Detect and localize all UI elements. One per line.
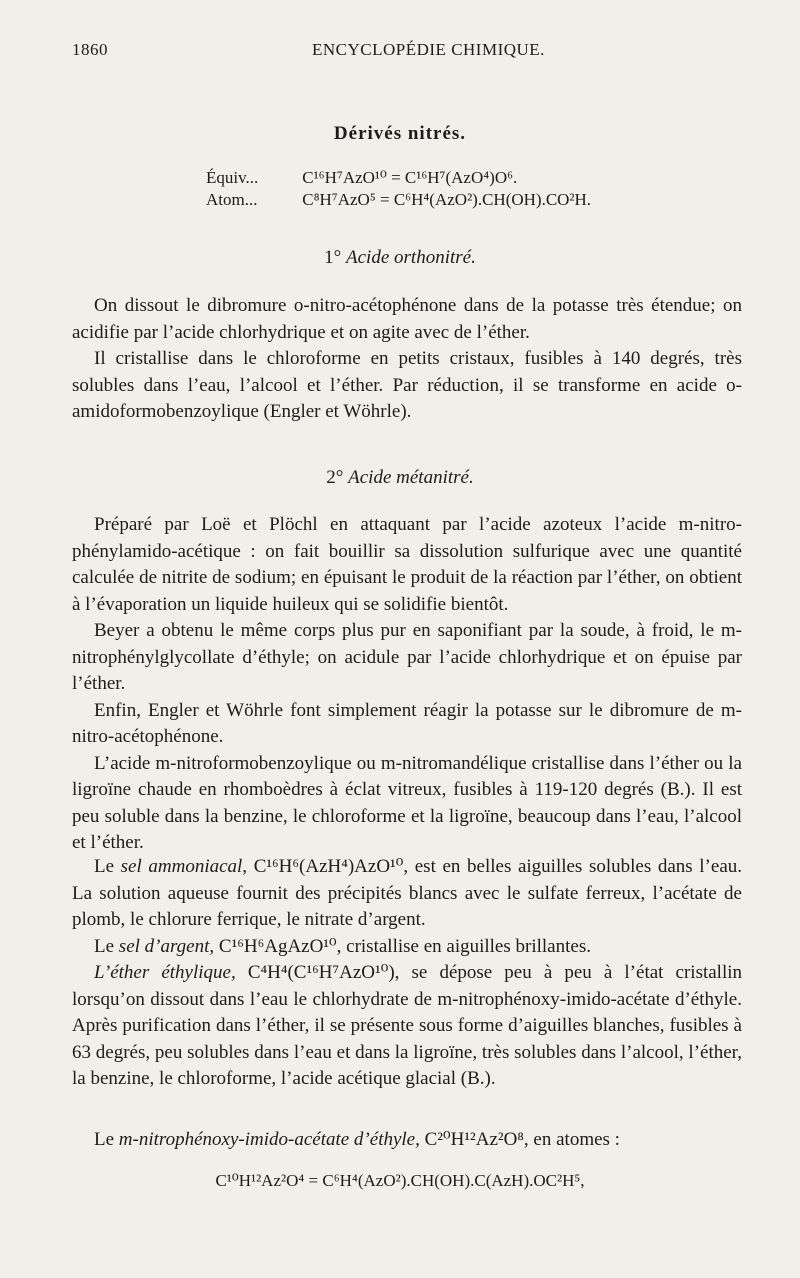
subheading-title: Acide métanitré. xyxy=(348,467,474,488)
term-sel-argent: sel d’argent, xyxy=(118,935,215,957)
paragraph: Enfin, Engler et Wöhrle font simplement réagir la potasse sur le dibromure de m-nitro-acétophénone. xyxy=(72,699,742,747)
subheading-number: 1° xyxy=(324,247,342,268)
paragraph-ether: L’éther éthylique, C⁴H⁴(C¹⁶H⁷AzO¹⁰), se dépose peu à peu à l’état cristallin lorsqu’on dissout dans l’eau le chlorhydrate de m-nitrophénoxy-imido-acétate d’éthyle. Après purification dans l’éther, il se présente sous forme d’aiguilles blanches, fusibles à 63 degrés, peu solubles dans l’eau et dans la ligroïne, très solubles dans l’alcool, l’éther, la benzine, le chloroforme, l’acide acétique glacial (B.). xyxy=(72,962,743,1089)
atom-label: Atom... xyxy=(206,190,258,209)
paragraph-ammoniacal: Le sel ammoniacal, C¹⁶H⁶(AzH⁴)AzO¹⁰, est en belles aiguilles solubles dans l’eau. La solution aqueuse fournit des précipités blancs avec le sulfate ferreux, l’acétate de plomb, le chlorure ferrique, le nitrate d’argent. xyxy=(72,856,743,930)
page-header xyxy=(72,40,740,64)
equiv-left: C¹⁶H⁷AzO¹⁰ xyxy=(302,168,387,187)
section-orthonitre-text xyxy=(72,293,742,426)
formula: C⁴H⁴(C¹⁶H⁷AzO¹⁰), xyxy=(247,962,400,983)
paragraph: Beyer a obtenu le même corps plus pur en saponifiant par la soude, à froid, le m-nitrophénylglycollate d’éthyle; on acidule par l’acide chlorhydrique et on épuise par l’éther. xyxy=(72,620,742,694)
formula-block xyxy=(206,167,591,211)
equiv-label: Équiv... xyxy=(206,168,259,187)
term-ether-ethylique: L’éther éthylique, xyxy=(94,962,236,983)
term-nitrophenoxy: m-nitrophénoxy-imido-acétate d’éthyle, xyxy=(118,1129,420,1150)
term-sel-ammoniacal: sel ammoniacal, xyxy=(120,856,248,877)
subheading-orthonitre xyxy=(0,247,800,269)
atom-left: C⁸H⁷AzO⁵ xyxy=(302,190,376,209)
final-paragraph: Le m-nitrophénoxy-imido-acétate d’éthyle, C²⁰H¹²Az²O⁸, en atomes : xyxy=(94,1129,620,1150)
page-number: 1860 xyxy=(72,40,108,59)
salts-text xyxy=(72,854,742,1093)
atom-formula-row xyxy=(206,189,591,211)
section-metanitre-text xyxy=(72,512,742,857)
formula: C²⁰H¹²Az²O⁸, xyxy=(424,1129,529,1150)
equiv-right: = C¹⁶H⁷(AzO⁴)O⁶. xyxy=(391,168,518,187)
subheading-number: 2° xyxy=(326,467,344,488)
formula: C¹⁶H⁶AgAzO¹⁰, xyxy=(218,935,342,957)
running-title: ENCYCLOPÉDIE CHIMIQUE. xyxy=(312,40,545,59)
equiv-formula-row xyxy=(206,167,591,189)
formula: C¹⁶H⁶(AzH⁴)AzO¹⁰, xyxy=(253,856,409,877)
paragraph: Préparé par Loë et Plöchl en attaquant par l’acide azoteux l’acide m-nitro-phénylamido-acétique : on fait bouillir sa dissolution sulfurique avec une quantité calculée de nitrite de sodium; en épuisant le produit de la réaction par l’éther, on obtient à l’évaporation un liquide huileux qui se solidifie bientôt. xyxy=(72,514,742,615)
atom-right: = C⁶H⁴(AzO²).CH(OH).CO²H. xyxy=(380,190,592,209)
subheading-title: Acide orthonitré. xyxy=(346,247,476,268)
paragraph: Il cristallise dans le chloroforme en petits cristaux, fusibles à 140 degrés, très solubles dans l’eau, l’alcool et l’éther. Par réduction, il se transforme en acide o-amidoformobenzoylique (Engler et Wöhrle). xyxy=(72,348,742,422)
subheading-metanitre xyxy=(0,467,800,489)
paragraph: L’acide m-nitroformobenzoylique ou m-nitromandélique cristallise dans l’éther ou la ligroïne chaude en rhomboèdres à éclat vitreux, fusibles à 119-120 degrés (B.). Il est peu soluble dans la benzine, le chloroforme et la ligroïne, beaucoup dans l’eau, l’alcool et l’éther. xyxy=(72,752,742,853)
atom-formula-final: C¹⁰H¹²Az²O⁴ = C⁶H⁴(AzO²).CH(OH).C(AzH).OC²H⁵, xyxy=(215,1171,585,1190)
paragraph-argent: Le sel d’argent, C¹⁶H⁶AgAzO¹⁰, cristallise en aiguilles brillantes. xyxy=(94,935,591,957)
paragraph: On dissout le dibromure o-nitro-acétophénone dans de la potasse très étendue; on acidifie par l’acide chlorhydrique et on agite avec de l’éther. xyxy=(72,295,742,343)
section-title: Dérivés nitrés. xyxy=(333,123,467,144)
